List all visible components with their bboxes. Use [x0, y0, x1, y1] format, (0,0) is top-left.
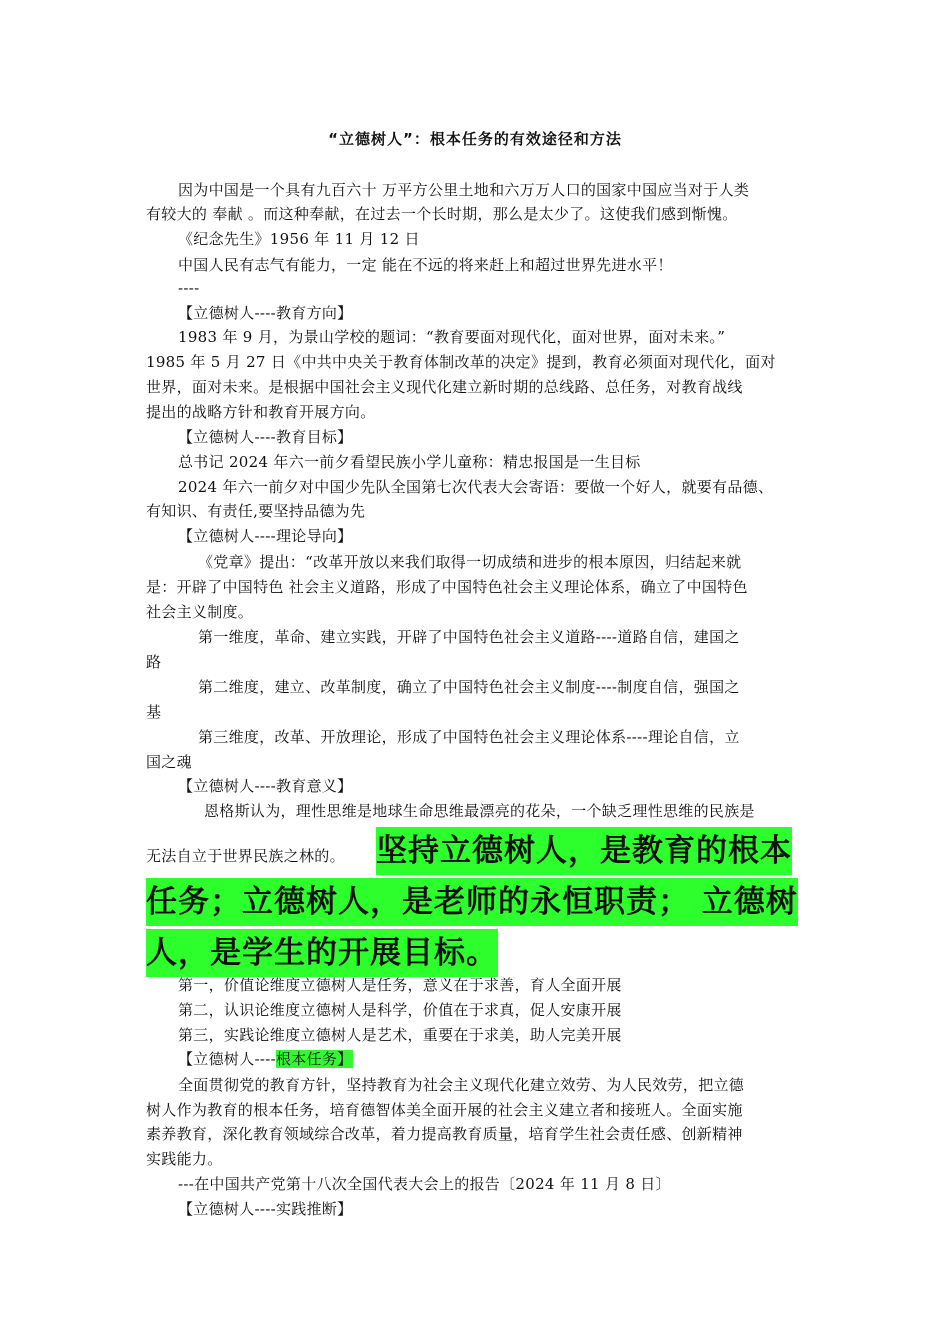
section-heading — [178, 1049, 353, 1069]
citation-line: ---在中国共产党第十八次全国代表大会上的报告〔2024 年 11 月 8 日〕 — [178, 1175, 671, 1193]
paragraph-line: 中国人民有志气有能力，一定 能在不远的将来赶上和超过世界先进水平！ — [178, 256, 673, 274]
paragraph-line: 全面贯彻党的教育方针，坚持教育为社会主义现代化建立效劳、为人民效劳，把立德 — [178, 1076, 745, 1094]
paragraph-line: 提出的战略方针和教育开展方向。 — [146, 403, 376, 421]
paragraph-line: 第三维度，改革、开放理论，形成了中国特色社会主义理论体系----理论自信，立 — [198, 728, 740, 746]
paragraph-line: 路 — [146, 653, 162, 671]
paragraph-line: 《党章》提出：“改革开放以来我们取得一切成绩和进步的根本原因，归结起来就 — [198, 553, 742, 571]
paragraph-line: 树人作为教育的根本任务，培育德智体美全面开展的社会主义建立者和接班人。全面实施 — [146, 1101, 743, 1119]
paragraph-line: 基 — [146, 703, 162, 721]
section-heading: 【立德树人----教育目标】 — [178, 428, 353, 446]
paragraph-line: 因为中国是一个具有九百六十 万平方公里土地和六万万人口的国家中国应当对于人类 — [178, 181, 750, 199]
section-heading-prefix: 【立德树人---- — [178, 1050, 276, 1068]
paragraph-line: 恩格斯认为，理性思维是地球生命思维最漂亮的花朵，一个缺乏理性思维的民族是 — [204, 802, 755, 820]
paragraph-line: 2024 年六一前夕对中国少先队全国第七次代表大会寄语：要做一个好人，就要有品德、 — [178, 478, 774, 496]
section-heading: 【立德树人----实践推断】 — [178, 1200, 353, 1218]
paragraph-line: 无法自立于世界民族之林的。 — [146, 847, 345, 865]
highlighted-statement: 坚持立德树人，是教育的根本 — [376, 827, 792, 875]
paragraph-line: 素养教育，深化教育领域综合改革，着力提高教育质量，培育学生社会责任感、创新精神 — [146, 1125, 743, 1143]
section-heading-highlight: 根本任务】 — [275, 1050, 353, 1068]
separator-line: ---- — [178, 279, 200, 297]
citation-line: 《纪念先生》1956 年 11 月 12 日 — [178, 230, 420, 248]
paragraph-line: 是：开辟了中国特色 社会主义道路，形成了中国特色社会主义理论体系，确立了中国特色 — [146, 578, 748, 596]
paragraph-line: 第一，价值论维度立德树人是任务，意义在于求善，育人全面开展 — [178, 976, 622, 994]
highlighted-statement: 任务；立德树人，是老师的永恒职责； 立德树 — [146, 878, 798, 926]
paragraph-line: 1985 年 5 月 27 日《中共中央关于教育体制改革的决定》提到，教育必须面对现代化，面对 — [146, 353, 776, 371]
paragraph-line: 第一维度，革命、建立实践，开辟了中国特色社会主义道路----道路自信，建国之 — [198, 628, 740, 646]
paragraph-line: 国之魂 — [146, 753, 192, 771]
paragraph-line: 总书记 2024 年六一前夕看望民族小学儿童称：精忠报国是一生目标 — [178, 453, 641, 471]
paragraph-line: 社会主义制度。 — [146, 603, 254, 621]
paragraph-line: 1983 年 9 月，为景山学校的题词：“教育要面对现代化，面对世界，面对未来。” — [178, 328, 726, 346]
paragraph-line: 世界，面对未来。是根据中国社会主义现代化建立新时期的总线路、总任务，对教育战线 — [146, 378, 743, 396]
paragraph-line: 第二维度，建立、改革制度，确立了中国特色社会主义制度----制度自信，强国之 — [198, 678, 740, 696]
paragraph-line: 有较大的 奉献 。而这种奉献，在过去一个长时期，那么是太少了。这使我们感到惭愧。 — [146, 205, 738, 223]
paragraph-line: 第二，认识论维度立德树人是科学，价值在于求真，促人安康开展 — [178, 1001, 622, 1019]
paragraph-line: 有知识、有责任,要坚持品德为先 — [146, 502, 366, 520]
section-heading: 【立德树人----教育意义】 — [178, 777, 353, 795]
highlighted-statement: 人，是学生的开展目标。 — [146, 929, 498, 977]
paragraph-line: 实践能力。 — [146, 1150, 223, 1168]
paragraph-line: 第三，实践论维度立德树人是艺术，重要在于求美，助人完美开展 — [178, 1026, 622, 1044]
section-heading: 【立德树人----教育方向】 — [178, 304, 353, 322]
document-title: “立德树人”：根本任务的有效途径和方法 — [328, 130, 622, 148]
section-heading: 【立德树人----理论导向】 — [178, 527, 353, 545]
